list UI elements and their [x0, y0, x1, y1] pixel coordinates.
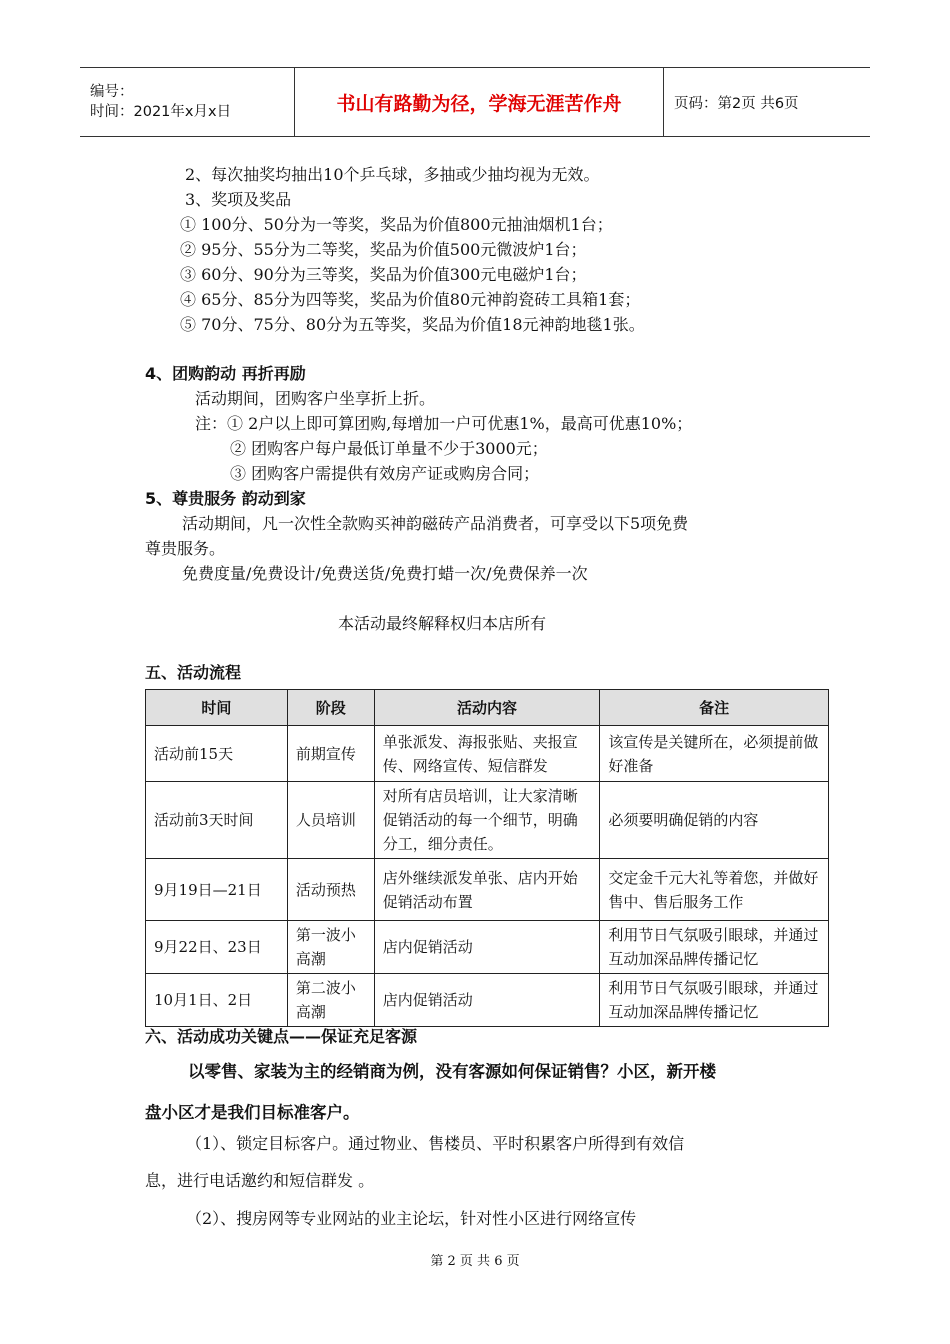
table-cell: 9月19日—21日 [146, 859, 288, 921]
table-row [146, 974, 829, 1027]
table-cell: 必须要明确促销的内容 [600, 782, 829, 859]
column-header: 备注 [600, 690, 829, 726]
table-cell: 9月22日、23日 [146, 921, 288, 974]
table-cell: 店外继续派发单张、店内开始促销活动布置 [374, 859, 600, 921]
table-row [146, 782, 829, 859]
table-cell: 利用节日气氛吸引眼球，并通过互动加深品牌传播记忆 [600, 921, 829, 974]
group-heading: 4、团购韵动 再折再励 [145, 364, 306, 383]
group-note: ② 团购客户每户最低订单量不少于3000元； [230, 439, 548, 458]
table-cell: 人员培训 [287, 782, 374, 859]
table-cell: 活动前15天 [146, 726, 288, 782]
flow-table [145, 689, 829, 1027]
table-cell: 店内促销活动 [374, 974, 600, 1027]
table-row [146, 726, 829, 782]
table-cell: 单张派发、海报张贴、夹报宣传、网络宣传、短信群发 [374, 726, 600, 782]
keys-bold-line: 盘小区才是我们目标准客户。 [145, 1103, 360, 1122]
header-meta [80, 68, 295, 137]
prize-item: ③ 60分、90分为三等奖，奖品为价值300元电磁炉1台； [180, 265, 587, 284]
flow-heading: 五、活动流程 [145, 663, 242, 682]
prize-item: ⑤ 70分、75分、80分为五等奖，奖品为价值18元神韵地毯1张。 [180, 315, 645, 334]
table-cell: 该宣传是关键所在，必须提前做好准备 [600, 726, 829, 782]
keys-bold-line: 以零售、家装为主的经销商为例，没有客源如何保证销售？小区，新开楼 [188, 1062, 716, 1081]
table-cell: 活动前3天时间 [146, 782, 288, 859]
column-header: 时间 [146, 690, 288, 726]
header-page-label: 页码：第2页 共6页 [664, 68, 871, 137]
keys-heading: 六、活动成功关键点——保证充足客源 [145, 1027, 418, 1046]
prize-item: ② 95分、55分为二等奖，奖品为价值500元微波炉1台； [180, 240, 587, 259]
group-intro: 活动期间，团购客户坐享折上折。 [195, 389, 436, 408]
page-header [80, 67, 870, 137]
disclaimer: 本活动最终解释权归本店所有 [338, 614, 547, 633]
column-header: 阶段 [287, 690, 374, 726]
table-cell: 10月1日、2日 [146, 974, 288, 1027]
service-heading: 5、尊贵服务 韵动到家 [145, 489, 306, 508]
table-cell: 交定金千元大礼等着您，并做好售中、售后服务工作 [600, 859, 829, 921]
group-note: 注：① 2户以上即可算团购,每增加一户可优惠1%，最高可优惠10%； [195, 414, 693, 433]
keys-item: 息，进行电话邀约和短信群发 。 [145, 1171, 375, 1190]
service-paragraph-line: 尊贵服务。 [145, 539, 226, 558]
table-cell: 前期宣传 [287, 726, 374, 782]
table-row [146, 859, 829, 921]
table-cell: 第一波小高潮 [287, 921, 374, 974]
service-paragraph-line: 活动期间，凡一次性全款购买神韵磁砖产品消费者，可享受以下5项免费 [182, 514, 689, 533]
table-header-row [146, 690, 829, 726]
column-header: 活动内容 [374, 690, 600, 726]
keys-item: （1）、锁定目标客户。通过物业、售楼员、平时积累客户所得到有效信 [186, 1134, 685, 1153]
prize-item: ④ 65分、85分为四等奖，奖品为价值80元神韵瓷砖工具箱1套； [180, 290, 641, 309]
keys-item: （2）、搜房网等专业网站的业主论坛，针对性小区进行网络宣传 [186, 1209, 637, 1228]
service-list: 免费度量/免费设计/免费送货/免费打蜡一次/免费保养一次 [182, 564, 588, 583]
group-note: ③ 团购客户需提供有效房产证或购房合同； [230, 464, 540, 483]
table-row [146, 921, 829, 974]
page-footer: 第 2 页 共 6 页 [430, 1254, 520, 1269]
table-cell: 店内促销活动 [374, 921, 600, 974]
table-cell: 利用节日气氛吸引眼球，并通过互动加深品牌传播记忆 [600, 974, 829, 1027]
rule-line-2: 2、每次抽奖均抽出10个乒乓球，多抽或少抽均视为无效。 [185, 165, 600, 184]
code-label: 编号： [90, 84, 134, 100]
time-label: 时间：2021年x月x日 [90, 104, 232, 120]
prize-item: ① 100分、50分为一等奖，奖品为价值800元抽油烟机1台； [180, 215, 613, 234]
table-cell: 对所有店员培训，让大家清晰促销活动的每一个细节，明确分工，细分责任。 [374, 782, 600, 859]
header-motto: 书山有路勤为径，学海无涯苦作舟 [295, 68, 664, 137]
table-cell: 第二波小高潮 [287, 974, 374, 1027]
table-cell: 活动预热 [287, 859, 374, 921]
rule-line-3: 3、奖项及奖品 [185, 190, 292, 209]
